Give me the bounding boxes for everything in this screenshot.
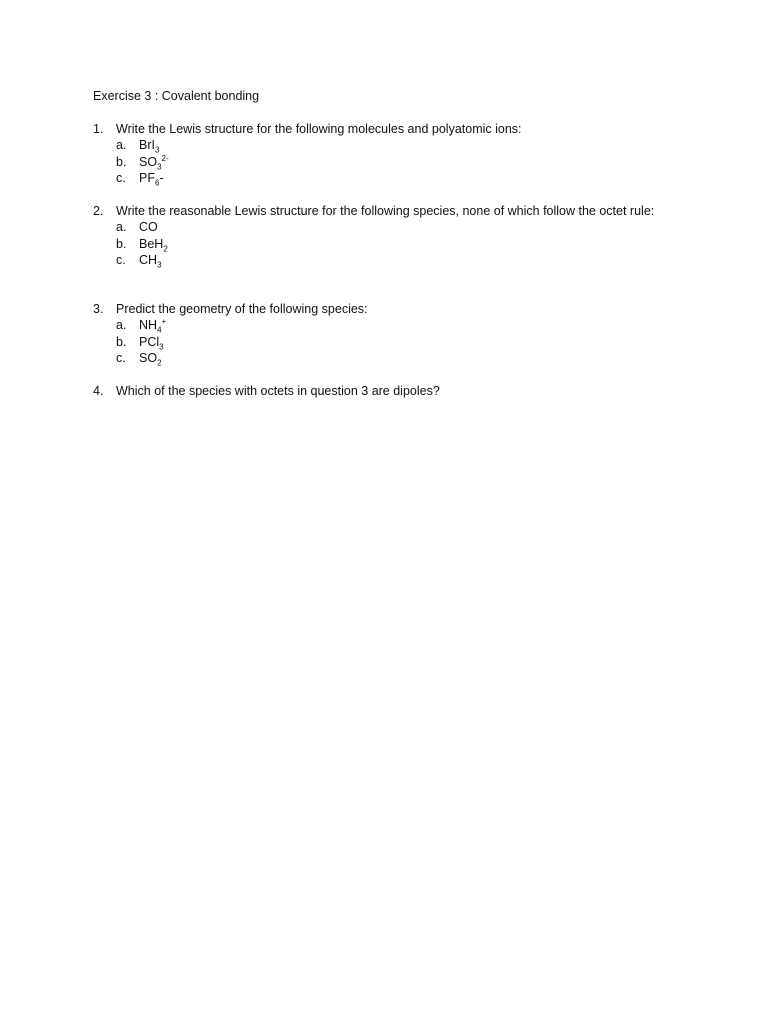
question-3-row [93, 301, 674, 317]
item-letter: a. [116, 318, 127, 332]
question-4-text: Which of the species with octets in question 3 are dipoles? [116, 384, 440, 398]
question-2 [93, 203, 674, 269]
item-formula: $SO_3^{2-}$ [139, 153, 169, 171]
question-4-number: 4. [93, 384, 104, 398]
question-2-item-a [116, 219, 674, 236]
question-3 [93, 301, 674, 367]
item-letter: c. [116, 351, 126, 365]
question-2-number: 2. [93, 204, 104, 218]
question-4-row [93, 383, 674, 399]
item-formula: BrI$_3$ [139, 138, 160, 155]
question-1-item-b [116, 154, 674, 171]
question-1-text: Write the Lewis structure for the following molecules and polyatomic ions: [116, 122, 522, 136]
item-formula: BeH$_2$ [139, 236, 168, 253]
question-3-item-b [116, 334, 674, 351]
item-letter: a. [116, 220, 127, 234]
question-4 [93, 383, 674, 399]
item-formula: $CH_3$ [139, 253, 162, 270]
item-letter: c. [116, 253, 126, 267]
question-2-row [93, 203, 674, 219]
item-formula: PCl$_3$ [139, 334, 164, 351]
item-letter: b. [116, 236, 127, 251]
question-2-item-c [116, 252, 674, 269]
item-formula: CO [139, 220, 158, 234]
item-letter: c. [116, 171, 126, 185]
question-1 [93, 121, 674, 187]
question-3-item-a [116, 317, 674, 334]
question-3-text: Predict the geometry of the following species: [116, 302, 368, 316]
question-3-item-c [116, 350, 674, 367]
question-1-item-c [116, 170, 674, 187]
question-3-number: 3. [93, 302, 104, 316]
item-letter: a. [116, 138, 127, 152]
item-formula: $NH_4^+$ [139, 316, 167, 335]
question-2-text: Write the reasonable Lewis structure for the following species, none of which follow the octet rule: [116, 204, 655, 218]
item-letter: b. [116, 334, 127, 349]
item-formula: $SO_2$ [139, 351, 162, 368]
item-letter: b. [116, 154, 127, 169]
question-1-number: 1. [93, 122, 104, 136]
question-2-item-b [116, 236, 674, 253]
question-1-row [93, 121, 674, 137]
exercise-title: Exercise 3 : Covalent bonding [93, 89, 260, 103]
question-1-item-a [116, 137, 674, 154]
item-formula: $PF_6-$ [139, 171, 164, 188]
